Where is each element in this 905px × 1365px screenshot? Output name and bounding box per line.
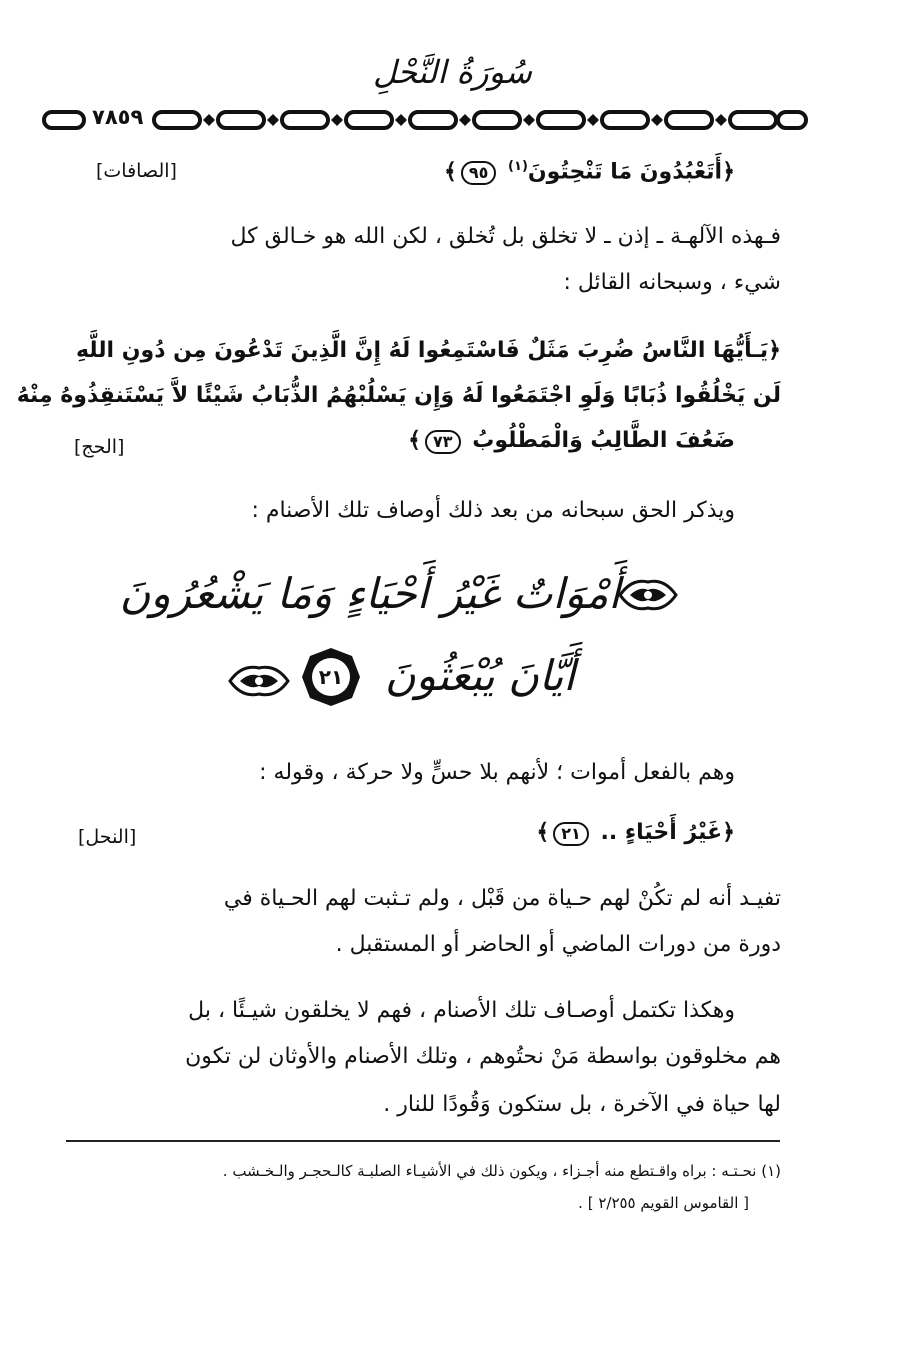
paragraph-line: دورة من دورات الماضي أو الحاضر أو المستقبل . (335, 932, 781, 957)
main-verse-line: أَيَّانَ يُبْعَثُونَ (384, 651, 576, 700)
verse-text: ﴿غَيْرُ أَحْيَاءٍ .. (600, 820, 735, 845)
paragraph-line: وهكذا تكتمل أوصـاف تلك الأصنام ، فهم لا يخلقون شيـئًا ، بل (188, 998, 735, 1023)
ayah-number: ٧٣ (425, 430, 461, 454)
verse-hajj-line: لَن يَخْلُقُوا ذُبَابًا وَلَوِ اجْتَمَعُوا لَهُ وَإِن يَسْلُبْهُمُ الذُّبَابُ شَيْئًا لاَّ يَسْتَنقِذُوهُ مِنْهُ (16, 383, 781, 408)
paragraph-line: فـهذه الآلهـة ـ إذن ـ لا تخلق بل تُخلق ، لكن الله هو خـالق كل (230, 224, 781, 249)
paragraph-line: هم مخلوقون بواسطة مَنْ نحتُوهم ، وتلك الأصنام والأوثان لن تكون (185, 1044, 781, 1069)
header-chain-border (40, 106, 810, 134)
paragraph-line: شيء ، وسبحانه القائل : (563, 270, 781, 295)
ayah-number: ٢١ (553, 822, 589, 846)
verse-reference-nahl: [النحل] (78, 826, 137, 848)
ornament-icon (616, 572, 680, 618)
ayah-number: ٩٥ (461, 161, 497, 185)
footnote-line: [ القاموس القويم ٢/٢٥٥ ] . (578, 1194, 749, 1212)
paragraph-line: تفيـد أنه لم تكُنْ لهم حـياة من قَبْل ، ولم تـثبت لهم الحـياة في (223, 886, 781, 911)
paragraph-line: لها حياة في الآخرة ، بل ستكون وَقُودًا للنار . (383, 1092, 781, 1117)
ayah-number: ٢١ (318, 665, 344, 689)
verse-nahl (536, 818, 735, 848)
paragraph-line: ويذكر الحق سبحانه من بعد ذلك أوصاف تلك الأصنام : (251, 498, 735, 523)
footnote-divider (66, 1140, 780, 1142)
verse-text: ضَعُفَ الطَّالِبُ وَالْمَطْلُوبُ (472, 428, 735, 453)
closing-brace: ﴾ (408, 428, 422, 453)
paragraph-line: وهم بالفعل أموات ؛ لأنهم بلا حسٍّ ولا حركة ، وقوله : (259, 760, 735, 785)
verse-reference-saffat: [الصافات] (96, 160, 177, 182)
verse-text: ﴿أَتَعْبُدُونَ مَا تَنْحِتُونَ (527, 159, 735, 185)
page-number: ٧٨٥٩ (88, 104, 147, 130)
verse-reference-hajj: [الحج] (74, 436, 125, 458)
footnote-marker: (١) (508, 159, 528, 174)
surah-title: سُورَةُ النَّحْلِ (373, 53, 532, 91)
ornament-icon (226, 658, 292, 704)
closing-brace: ﴾ (536, 820, 550, 845)
verse-saffat (444, 152, 735, 187)
verse-hajj-line (408, 426, 735, 456)
closing-brace: ﴾ (443, 159, 457, 185)
main-verse-line: أَمْوَاتٌ غَيْرُ أَحْيَاءٍ وَمَا يَشْعُرُونَ (119, 569, 620, 618)
verse-hajj-line: ﴿يَـأَيُّهَا النَّاسُ ضُرِبَ مَثَلٌ فَاسْتَمِعُوا لَهُ إِنَّ الَّذِينَ تَدْعُونَ مِن دُونِ اللَّهِ (75, 338, 781, 363)
footnote-line: (١) نحـتـه : براه واقـتطع منه أجـزاء ، ويكون ذلك في الأشيـاء الصلبـة كالـحجـر والـخـشب . (222, 1162, 781, 1180)
